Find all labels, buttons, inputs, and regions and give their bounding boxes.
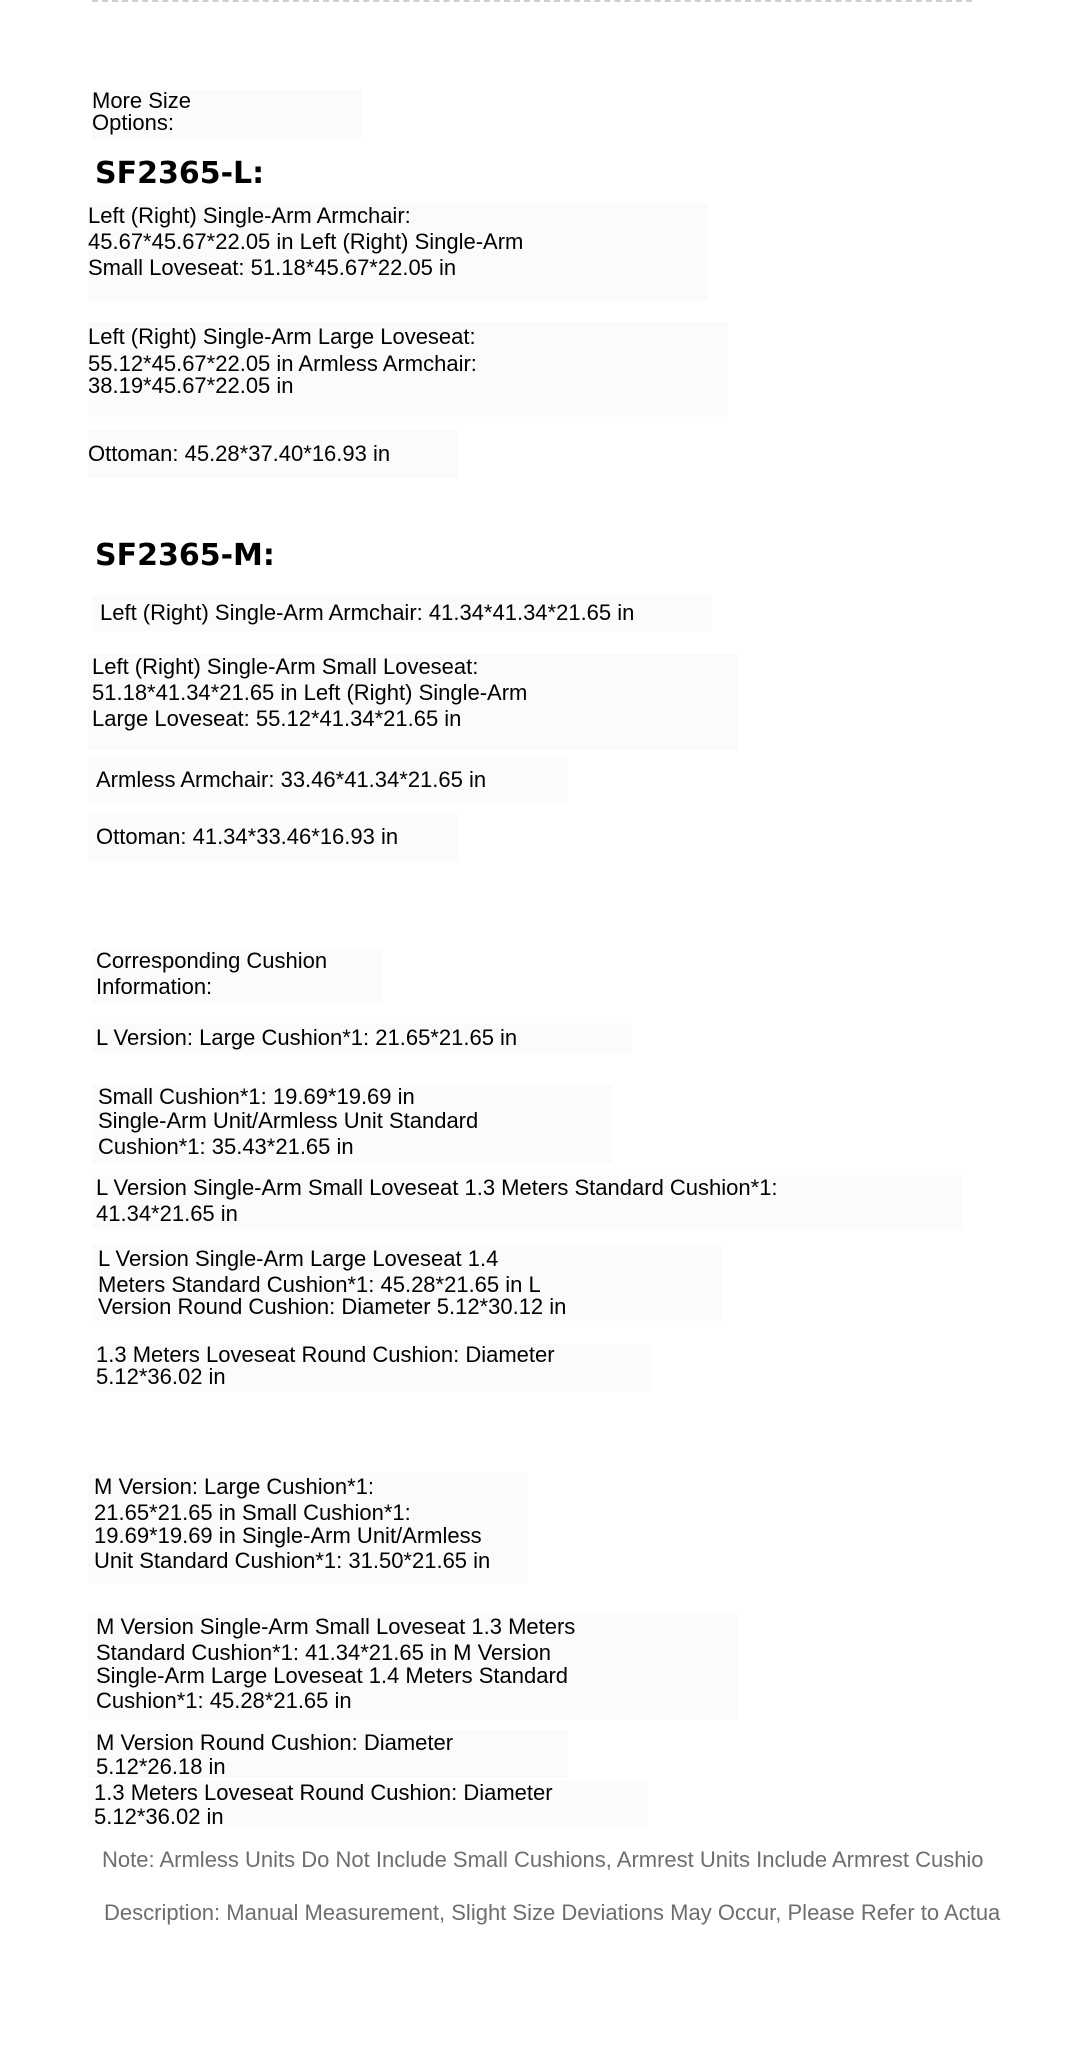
sf2365-l-large-loveseat-block: Left (Right) Single-Arm Large Loveseat: 55.12*45.67*22.05 in Armless Armchair: 38.19*45.67*22.05 in [88,322,728,417]
cushion-l-large-block: L Version: Large Cushion*1: 21.65*21.65 in [92,1023,632,1053]
sf2365-l-title: SF2365-L: [95,156,265,191]
cushion-l-large-loveseat-block: L Version Single-Arm Large Loveseat 1.4 Meters Standard Cushion*1: 45.28*21.65 in L Version Round Cushion: Diameter 5.12*30.12 in [92,1245,722,1321]
sf2365-l-ottoman-block: Ottoman: 45.28*37.40*16.93 in [88,430,458,478]
sf2365-l-armchair-loveseat-block: Left (Right) Single-Arm Armchair: 45.67*45.67*22.05 in Left (Right) Single-Arm Small Loveseat: 51.18*45.67*22.05 in [88,203,708,301]
sf2365-m-loveseat-block: Left (Right) Single-Arm Small Loveseat: 51.18*41.34*21.65 in Left (Right) Single-Arm Large Loveseat: 55.12*41.34*21.65 in [88,654,738,750]
cushion-m-loveseat-block: M Version Single-Arm Small Loveseat 1.3 Meters Standard Cushion*1: 41.34*21.65 in M Version Single-Arm Large Loveseat 1.4 Meters Standard Cushion*1: 45.28*21.65 in [88,1613,738,1719]
sf2365-m-title: SF2365-M: [95,538,275,573]
sf2365-m-armless-block: Armless Armchair: 33.46*41.34*21.65 in [88,757,568,803]
cushion-m-large-block: M Version: Large Cushion*1: 21.65*21.65 in Small Cushion*1: 19.69*19.69 in Single-Arm Unit/Armless Unit Standard Cushion*1: 31.50*21.65 in [88,1473,528,1583]
sf2365-m-ottoman-block: Ottoman: 41.34*33.46*16.93 in [88,813,458,861]
dashed-divider [92,0,972,2]
cushion-info-heading: Corresponding Cushion Information: [92,948,382,1004]
sf2365-m-armchair-block: Left (Right) Single-Arm Armchair: 41.34*41.34*21.65 in [92,595,712,631]
description-text: Description: Manual Measurement, Slight Size Deviations May Occur, Please Refer to Actua [104,1900,1001,1925]
cushion-m-round-block: M Version Round Cushion: Diameter 5.12*26.18 in [88,1730,568,1778]
more-size-options-label: More Size Options: [92,90,362,140]
note-text: Note: Armless Units Do Not Include Small Cushions, Armrest Units Include Armrest Cushio [102,1847,984,1872]
cushion-l-small-loveseat-block: L Version Single-Arm Small Loveseat 1.3 Meters Standard Cushion*1: 41.34*21.65 in [92,1175,962,1229]
cushion-l-round-loveseat-block: 1.3 Meters Loveseat Round Cushion: Diameter 5.12*36.02 in [92,1344,652,1392]
cushion-l-small-block: Small Cushion*1: 19.69*19.69 in Single-Arm Unit/Armless Unit Standard Cushion*1: 35.43*21.65 in [92,1085,612,1163]
cushion-m-round-loveseat-block: 1.3 Meters Loveseat Round Cushion: Diameter 5.12*36.02 in [88,1780,648,1828]
